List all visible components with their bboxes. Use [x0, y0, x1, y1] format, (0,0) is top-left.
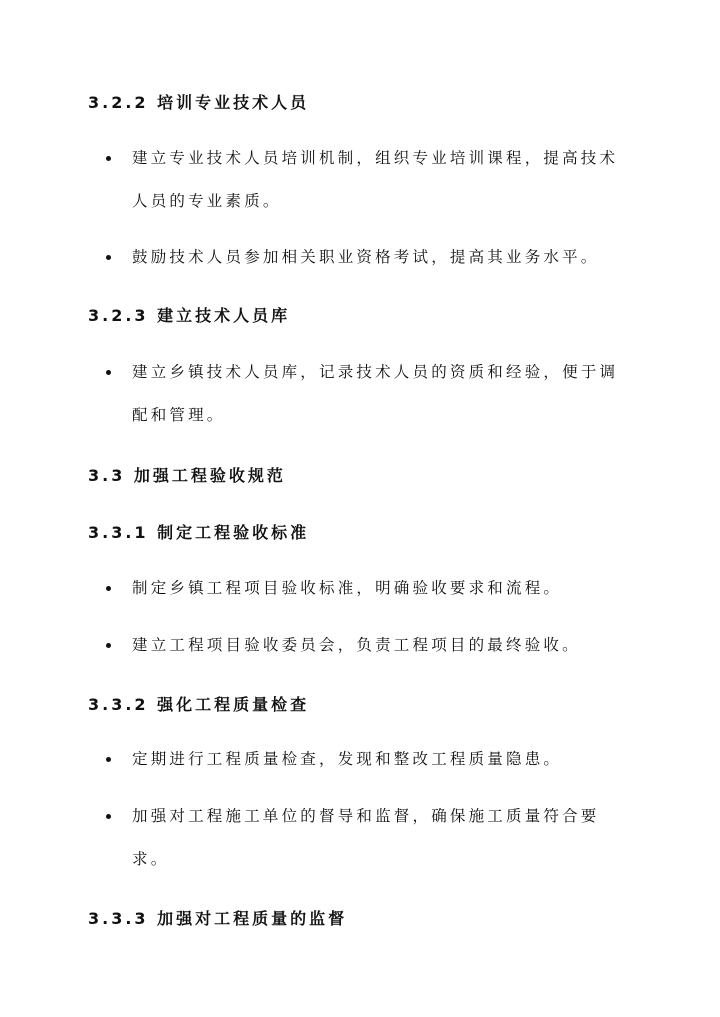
bullet-icon — [106, 156, 111, 161]
list-item — [106, 137, 626, 223]
heading-3-2-3: 3.2.3 建立技术人员库 — [88, 306, 291, 325]
list-item — [106, 351, 626, 437]
bullet-icon — [106, 643, 111, 648]
list-item — [106, 624, 626, 667]
bullet-icon — [106, 255, 111, 260]
bullet-icon — [106, 757, 111, 762]
list-item-text: 定期进行工程质量检查，发现和整改工程质量隐患。 — [132, 750, 563, 768]
bullet-icon — [106, 586, 111, 591]
list-item-text: 鼓励技术人员参加相关职业资格考试，提高其业务水平。 — [132, 248, 600, 266]
heading-3-3-1: 3.3.1 制定工程验收标准 — [88, 523, 310, 542]
list-item-text: 建立专业技术人员培训机制，组织专业培训课程，提高技术人员的专业素质。 — [132, 149, 619, 210]
list-item — [106, 795, 626, 881]
bullet-icon — [106, 370, 111, 375]
list-item — [106, 567, 626, 610]
heading-3-3-2: 3.3.2 强化工程质量检查 — [88, 695, 310, 714]
heading-3-3-3: 3.3.3 加强对工程质量的监督 — [88, 909, 348, 928]
list-item — [106, 236, 626, 279]
list-item — [106, 738, 626, 781]
bullet-icon — [106, 814, 111, 819]
heading-3-3: 3.3 加强工程验收规范 — [88, 466, 286, 485]
heading-3-2-2: 3.2.2 培训专业技术人员 — [88, 93, 310, 112]
list-item-text: 建立乡镇技术人员库，记录技术人员的资质和经验，便于调配和管理。 — [132, 363, 619, 424]
list-item-text: 加强对工程施工单位的督导和监督，确保施工质量符合要求。 — [132, 807, 600, 868]
list-item-text: 制定乡镇工程项目验收标准，明确验收要求和流程。 — [132, 579, 563, 597]
list-item-text: 建立工程项目验收委员会，负责工程项目的最终验收。 — [132, 636, 581, 654]
